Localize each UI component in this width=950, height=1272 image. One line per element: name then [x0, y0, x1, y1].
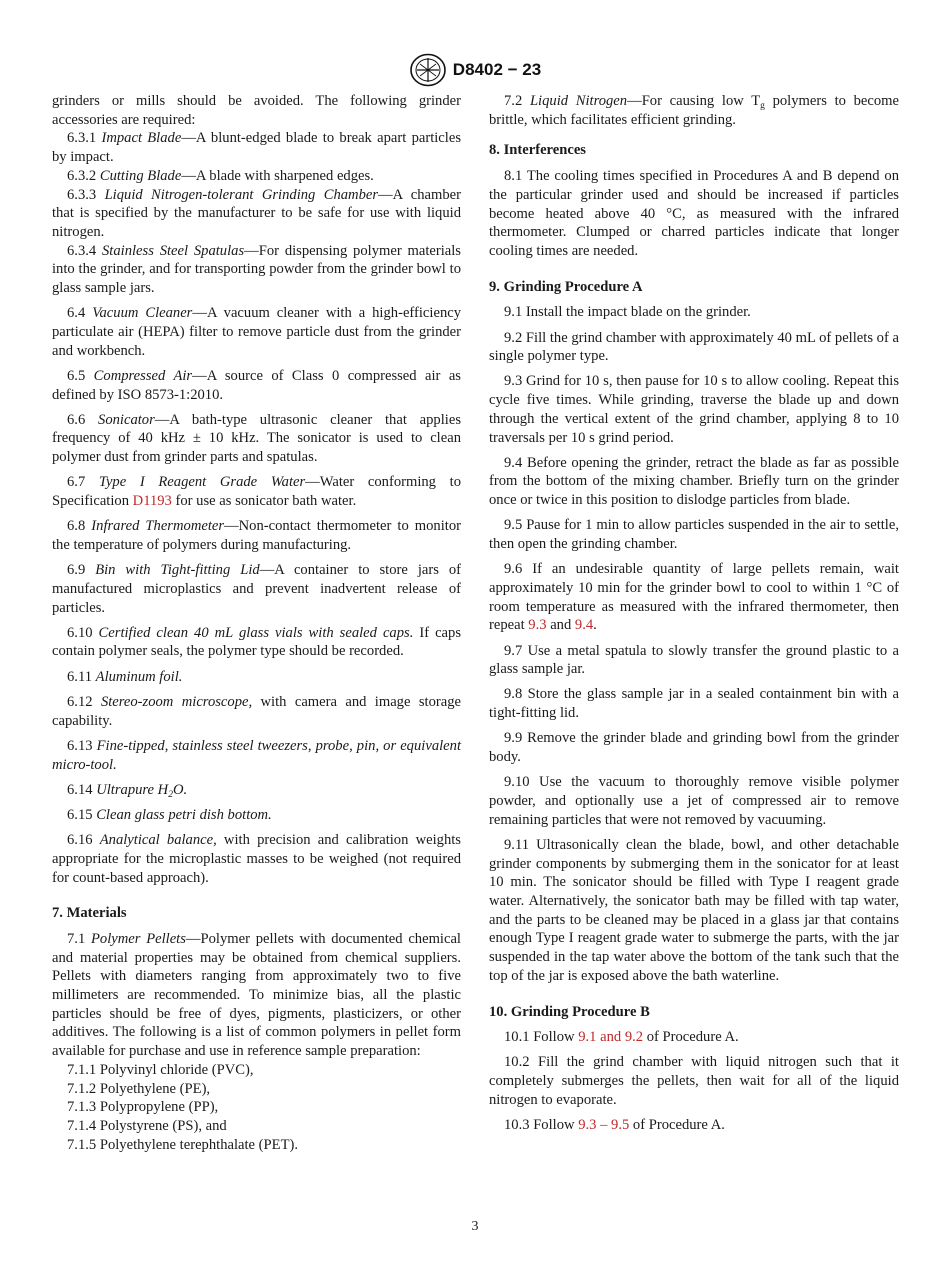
reference-link-9-3[interactable]: 9.3 — [528, 617, 547, 634]
clause-6-4: 6.4 Vacuum Cleaner—A vacuum cleaner with a high-efficiency particulate air (HEPA) filter to remove particle dust from the grinder and workbench. — [52, 305, 462, 359]
clause-9-9: 9.9 Remove the grinder blade and grinding bowl from the grinder body. — [489, 730, 899, 766]
clause-6-6: 6.6 Sonicator—A bath-type ultrasonic cleaner that applies frequency of 40 kHz ± 10 kHz. The sonicator is used to clean polymer dust from grinder parts and spatulas. — [52, 411, 461, 466]
clause-6-8: 6.8 Infrared Thermometer—Non-contact thermometer to monitor the temperature of polymers during manufacturing. — [52, 518, 461, 553]
clause-7-1: 7.1 Polymer Pellets—Polymer pellets with documented chemical and material properties may be obtained from chemical suppliers. Pellets with diameters ranging from approximately two to five millimeters are recommended. To minimize bias, all the plastic particles should be free of dyes, pigments, plasticizers, or other additives. The following is a list of common polymers in pellet form available for purchase and use in reference sample preparation: — [52, 930, 461, 1060]
clause-6-7: 6.7 Type I Reagent Grade Water—Water conforming to Specification D1193 for use as sonicator bath water. — [52, 474, 461, 510]
clause-8-1: 8.1 The cooling times specified in Procedures A and B depend on the particular grinder used and should be increased if particles become heated above 40 °C, as measured with the infrared thermometer. Clumped or charred particles indicate that longer cooling times are needed. — [489, 168, 899, 259]
clause-6-3-3: 6.3.3 Liquid Nitrogen-tolerant Grinding Chamber—A chamber that is specified by the manufacturer to be safe for use with liquid nitrogen. — [52, 186, 461, 240]
page-header — [0, 53, 950, 87]
clause-6-9: 6.9 Bin with Tight-fitting Lid—A container to store jars of manufactured microplastics and prevent inadvertent release of particles. — [52, 562, 461, 616]
clause-9-7: 9.7 Use a metal spatula to slowly transfer the ground plastic to a glass sample jar. — [489, 642, 899, 678]
clause-9-3: 9.3 Grind for 10 s, then pause for 10 s to allow cooling. Repeat this cycle five times. While grinding, traverse the blade up and down through the vertical extent of the grind chamber, applying 8 to 10 traversals per 10 s grind period. — [489, 373, 899, 446]
list-item: 7.1.2 Polyethylene (PE), — [67, 1080, 211, 1097]
list-item: 7.1.4 Polystyrene (PS), and — [67, 1117, 227, 1134]
clause-10-1: 10.1 Follow 9.1 and 9.2 of Procedure A. — [504, 1029, 739, 1046]
clause-9-6: 9.6 If an undesirable quantity of large pellets remain, wait approximately 10 min for the grinder bowl to cool to within 1 °C of room temperature as measured with the infrared thermometer, then repeat 9.3 and 9.4. — [489, 561, 899, 634]
clause-9-1: 9.1 Install the impact blade on the grinder. — [504, 304, 751, 321]
list-item: 7.1.3 Polypropylene (PP), — [67, 1099, 219, 1116]
section-heading-8: 8. Interferences — [489, 142, 586, 159]
clause-7-2: 7.2 Liquid Nitrogen—For causing low $T_g$ polymers to become brittle, which facilitates efficient grinding. — [489, 93, 899, 128]
clause-6-11: 6.11 Aluminum foil. — [67, 668, 183, 685]
reference-link-9-1-9-2[interactable]: 9.1 and 9.2 — [578, 1029, 644, 1046]
clause-10-2: 10.2 Fill the grind chamber with liquid nitrogen such that it completely submerges the pellets, then wait for all of the liquid nitrogen to evaporate. — [489, 1054, 899, 1108]
list-item: 7.1.1 Polyvinyl chloride (PVC), — [67, 1061, 254, 1078]
reference-link-9-4[interactable]: 9.4 — [574, 617, 594, 634]
clause-9-10: 9.10 Use the vacuum to thoroughly remove visible polymer powder, and optionally use a jet of compressed air to remove remaining particles that were not removed by vacuuming. — [489, 774, 899, 828]
paragraph: grinders or mills should be avoided. The following grinder accessories are required: — [52, 93, 461, 128]
clause-6-10: 6.10 Certified clean 40 mL glass vials with sealed caps. If caps contain polymer seals, the polymer type should be recorded. — [52, 624, 461, 660]
clause-10-3: 10.3 Follow 9.3 – 9.5 of Procedure A. — [504, 1117, 725, 1134]
clause-9-5: 9.5 Pause for 1 min to allow particles suspended in the air to settle, then open the grinding chamber. — [489, 517, 899, 553]
section-heading-7: 7. Materials — [52, 905, 127, 922]
clause-6-3-4: 6.3.4 Stainless Steel Spatulas—For dispensing polymer materials into the grinder, and for transporting powder from the grinder bowl to glass sample jars. — [52, 242, 461, 297]
clause-9-4: 9.4 Before opening the grinder, retract the blade as far as possible from the bottom of the mixing chamber. Briefly turn on the grinder once or twice in this position to dislodge particles from blade. — [489, 454, 899, 509]
clause-9-11: 9.11 Ultrasonically clean the blade, bowl, and other detachable grinder components by submerging them in the sonicator for at least 10 min. The sonicator should be filled with Type I reagent grade water. Alternatively, the sonicator bath may be filled with tap water, and the parts to be cleaned may be placed in a glass jar that contains enough Type I reagent grade water to submerge the parts, with the jar suspended in the tap water above the bottom of the tank such that the top of the jar is exposed above the bath waterline. — [489, 836, 899, 984]
clause-6-3-1: 6.3.1 Impact Blade—A blunt-edged blade to break apart particles by impact. — [52, 130, 461, 166]
clause-6-13: 6.13 Fine-tipped, stainless steel tweezers, probe, pin, or equivalent micro-tool. — [52, 737, 461, 773]
reference-link-d1193[interactable]: D1193 — [132, 493, 172, 510]
section-heading-10: 10. Grinding Procedure B — [489, 1003, 650, 1020]
right-column — [489, 92, 899, 1141]
standard-designation: D8402 − 23 — [452, 60, 542, 79]
section-heading-9: 9. Grinding Procedure A — [489, 278, 643, 295]
clause-6-5: 6.5 Compressed Air—A source of Class 0 compressed air as defined by ISO 8573-1:2010. — [52, 367, 461, 403]
clause-6-14: 6.14 Ultrapure $H_2O$. — [67, 781, 188, 800]
clause-6-16: 6.16 Analytical balance, with precision and calibration weights appropriate for the microplastic masses to be weighed (not required for count-based approach). — [52, 832, 461, 886]
page-number: 3 — [471, 1219, 479, 1234]
astm-logo-icon — [409, 53, 447, 87]
clause-9-2: 9.2 Fill the grind chamber with approximately 40 mL of pellets of a single polymer type. — [489, 329, 899, 365]
clause-6-3-2: 6.3.2 Cutting Blade—A blade with sharpened edges. — [67, 167, 374, 184]
reference-link-9-3-9-5[interactable]: 9.3 – 9.5 — [578, 1117, 630, 1134]
clause-6-15: 6.15 Clean glass petri dish bottom. — [67, 806, 272, 823]
list-item: 7.1.5 Polyethylene terephthalate (PET). — [67, 1136, 298, 1153]
left-column — [52, 92, 461, 1154]
clause-6-12: 6.12 Stereo-zoom microscope, with camera and image storage capability. — [52, 693, 461, 729]
clause-9-8: 9.8 Store the glass sample jar in a sealed containment bin with a tight-fitting lid. — [489, 686, 899, 722]
